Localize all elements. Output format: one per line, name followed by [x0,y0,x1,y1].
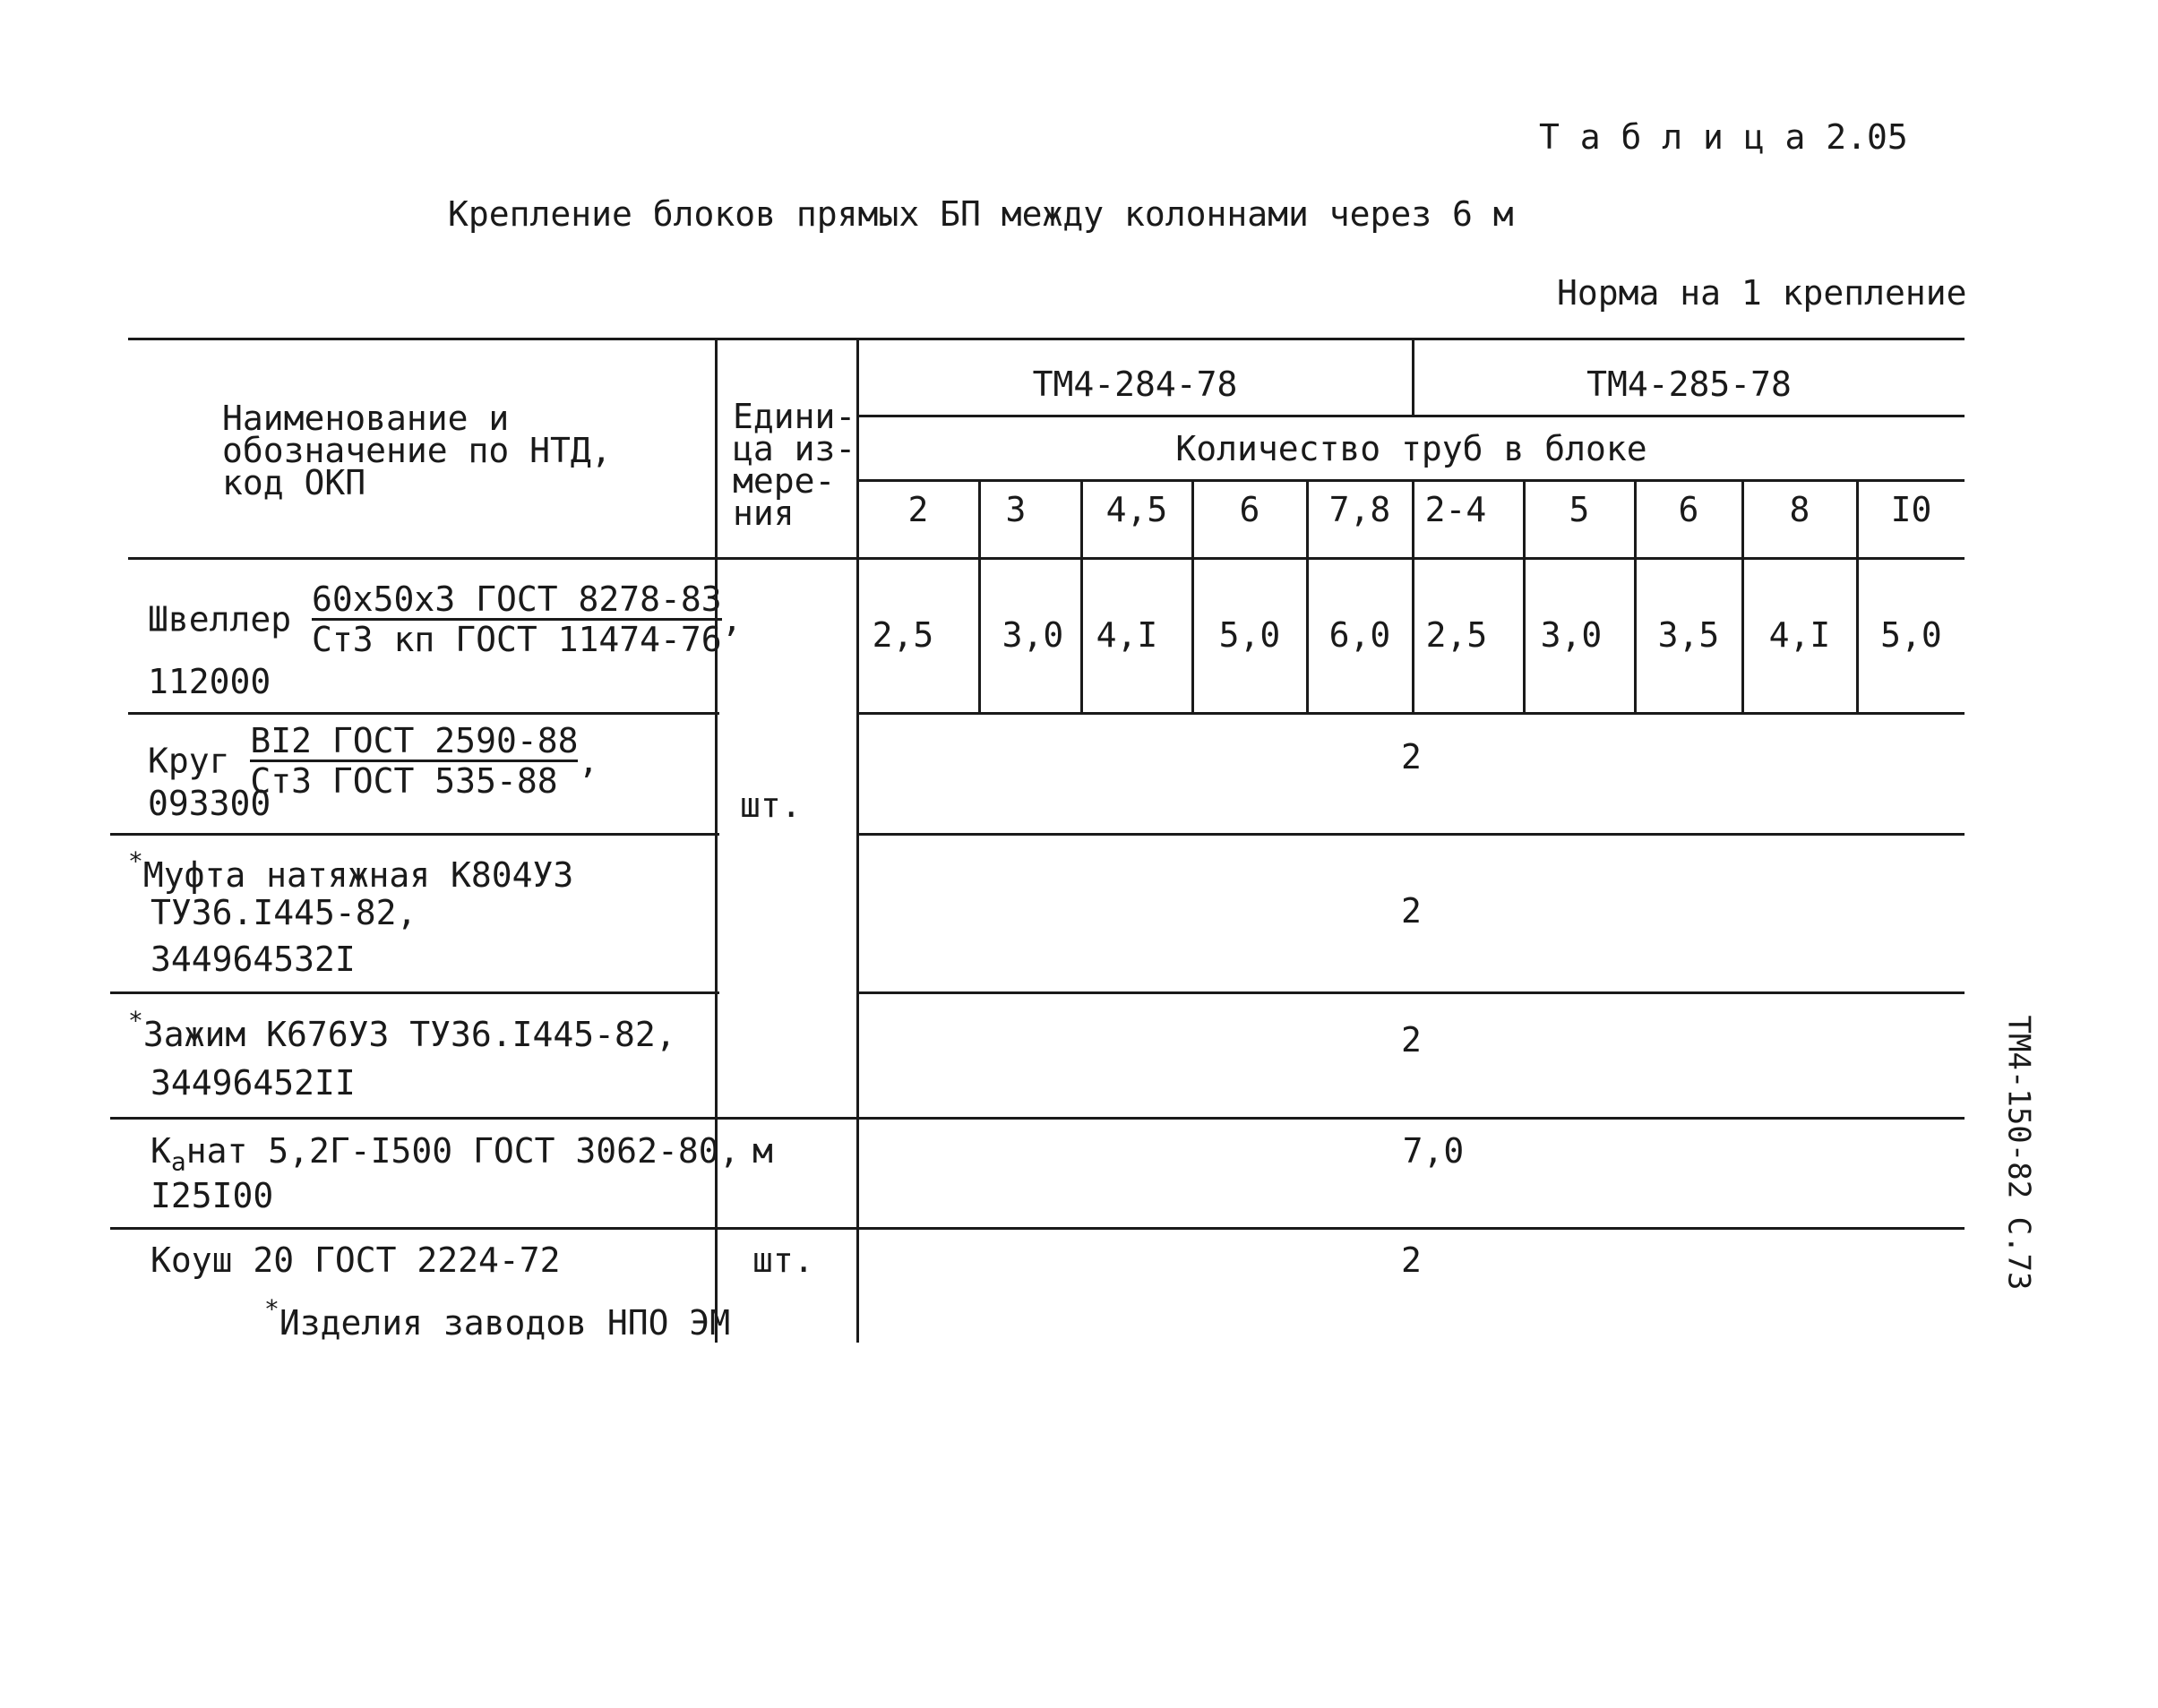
footnote [264,1294,731,1343]
pipe-count-cell: 3 [1005,490,1027,529]
value-cell: 6,0 [1328,615,1391,655]
row-suffix: , [721,599,743,639]
pipe-count-cell: 8 [1789,490,1810,529]
pipe-count-cell: 5 [1569,490,1590,529]
fraction-denominator: Ст3 ГОСТ 535-88 [250,761,558,801]
header-unit-line-2: ца из- [733,429,856,468]
value-cell: 2 [1401,891,1422,931]
header-name-line-3: код ОКП [222,463,366,502]
group-header-tm4-285: ТМ4-285-78 [1586,365,1792,404]
row-k-sub: а [170,1146,186,1177]
row-kanat-line-1 [150,1131,740,1177]
pipe-count-cell: 6 [1678,490,1699,529]
row-text: Зажим К676УЗ ТУ36.I445-82, [142,1015,676,1054]
value-cell: 4,I [1096,615,1158,655]
value-cell: 2 [1401,737,1422,777]
pipe-count-cell: 2 [907,490,929,529]
header-unit-line-3: мере- [733,461,836,501]
pipe-count-cell: 2-4 [1424,490,1487,529]
unit-cell: м [752,1131,773,1171]
value-cell: 7,0 [1402,1131,1465,1171]
norm-note: Норма на 1 крепление [1557,273,1967,313]
row-mufta-line-2: ТУ36.I445-82, [150,893,417,932]
pipe-count-cell: 7,8 [1328,490,1391,529]
row-prefix: Круг [148,741,230,781]
pipe-count-cell: I0 [1890,490,1932,529]
fraction-numerator: 60x50x3 ГОСТ 8278-83 [312,579,722,619]
row-kanat-code: I25I00 [150,1176,274,1215]
header-name-line-1: Наименование и [222,399,510,438]
header-unit-line-1: Едини- [733,397,856,436]
value-cell: 4,I [1768,615,1831,655]
unit-cell-merged: шт. [740,785,802,825]
row-mufta-line-3: 344964532I [150,940,356,979]
header-unit-line-4: ния [733,494,795,533]
row-prefix: Швеллер [148,599,292,639]
row-text: Муфта натяжная К804УЗ [142,855,574,895]
pipes-count-label: Количество труб в блоке [1175,429,1647,468]
pipe-count-cell: 6 [1239,490,1260,529]
value-cell: 3,0 [1002,615,1064,655]
row-koush-name: Коуш 20 ГОСТ 2224-72 [150,1240,561,1280]
group-header-tm4-284: ТМ4-284-78 [1032,365,1238,404]
value-cell: 2 [1401,1020,1422,1060]
side-stamp: ТМ4-150-82 С.73 [2000,1015,2037,1291]
footnote-text: Изделия заводов НПО ЭМ [279,1303,731,1343]
row-shveller-name [148,579,743,659]
value-cell: 5,0 [1880,615,1942,655]
pipe-count-cell: 4,5 [1105,490,1168,529]
value-cell: 2,5 [872,615,934,655]
row-zazhim-line-1 [128,1006,676,1054]
row-k: К [150,1131,171,1171]
row-zazhim-line-2: 34496452II [150,1063,356,1103]
fraction-numerator: BI2 ГОСТ 2590-88 [250,721,579,760]
row-text: нат 5,2Г-I500 ГОСТ 3062-80, [185,1131,740,1171]
value-cell: 2,5 [1425,615,1488,655]
table-title: Крепление блоков прямых БП между колоннами через 6 м [448,194,1514,234]
value-cell: 2 [1401,1240,1422,1280]
row-suffix: , [578,741,599,781]
table-label: Т а б л и ц а 2.05 [1539,117,1908,157]
fraction [250,721,579,801]
asterisk-mark: * [264,1294,279,1324]
header-name-line-2: обозначение по НТД, [222,431,612,470]
asterisk-mark: * [128,1006,143,1035]
value-cell: 5,0 [1218,615,1281,655]
row-shveller-code: 112000 [148,662,271,701]
asterisk-mark: * [128,846,143,876]
value-cell: 3,0 [1540,615,1603,655]
fraction [312,579,722,659]
row-mufta-line-1 [128,846,574,895]
row-krug-code: 093300 [148,784,271,823]
value-cell: 3,5 [1657,615,1720,655]
unit-cell: шт. [752,1240,814,1280]
fraction-denominator: Ст3 кп ГОСТ 11474-76 [312,620,722,659]
